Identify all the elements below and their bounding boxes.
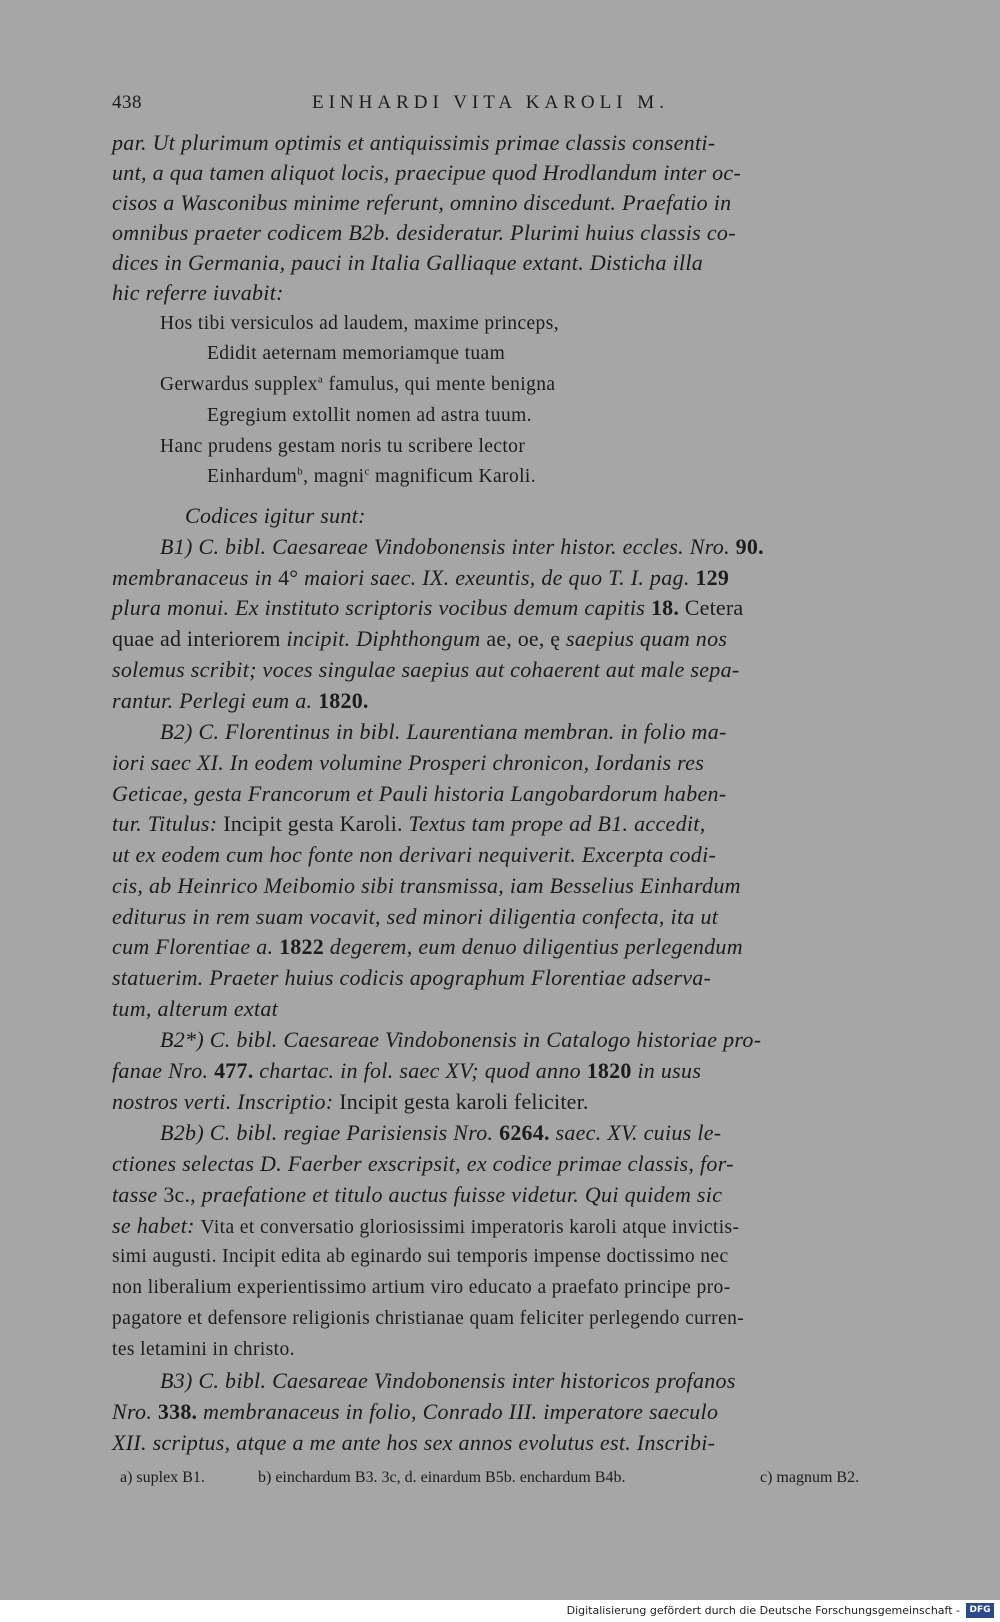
text-line-21: cum Florentiae a. 1822 degerem, eum denuo diligentius perlegendum — [112, 934, 743, 959]
text-line-17: tur. Titulus: Incipit gesta Karoli. Textus tam prope ad B1. accedit, — [112, 811, 706, 836]
digitization-credit-bar — [0, 1600, 1000, 1622]
text-line-28: ctiones selectas D. Faerber exscripsit, ex codice primae classis, for- — [112, 1151, 734, 1176]
text-line-10: plura monui. Ex instituto scriptoris vocibus demum capitis 18. Cetera — [112, 595, 744, 620]
text-line-29: tasse 3c., praefatione et titulo auctus fuisse videtur. Qui quidem sic — [112, 1182, 723, 1207]
verse-line-6: Einhardum$^b$, magni$^c$ magnificum Karoli. — [207, 465, 537, 487]
footnote-mark-b: b — [297, 465, 304, 478]
text-line-35: B3) C. bibl. Caesareae Vindobonensis inter historicos profanos — [160, 1368, 736, 1393]
text-line-1: par. Ut plurimum optimis et antiquissimis primae classis consenti- — [112, 130, 716, 155]
text-line-20: editurus in rem suam vocavit, sed minori diligentia confecta, ita ut — [112, 904, 719, 929]
footnote-a: a) suplex B1. — [120, 1469, 205, 1486]
text-line-2: unt, a qua tamen aliquot locis, praecipue quod Hrodlandum inter oc- — [112, 160, 742, 185]
footnote-mark-c: c — [364, 465, 370, 478]
text-line-18: ut ex eodem cum hoc fonte non derivari nequiverit. Excerpta codi- — [112, 842, 717, 867]
text-line-3: cisos a Wasconibus minime referunt, omnino discedunt. Praefatio in — [112, 190, 732, 215]
page-number: 438 — [112, 92, 142, 113]
running-title: EINHARDI VITA KAROLI M. — [312, 92, 669, 113]
verse-line-2: Edidit aeternam memoriamque tuam — [207, 343, 506, 364]
text-line-8: B1) C. bibl. Caesareae Vindobonensis inter histor. eccles. Nro. 90. — [160, 534, 764, 559]
text-line-34: tes letamini in christo. — [112, 1339, 295, 1360]
verse-line-5: Hanc prudens gestam noris tu scribere lector — [160, 436, 526, 457]
verse-line-4: Egregium extollit nomen ad astra tuum. — [207, 405, 532, 426]
footnote-c: c) magnum B2. — [760, 1469, 860, 1486]
text-line-7: Codices igitur sunt: — [185, 503, 366, 528]
text-line-4: omnibus praeter codicem B2b. desideratur. Plurimi huius classis co- — [112, 220, 736, 245]
dfg-logo-icon: DFG — [966, 1603, 994, 1618]
text-line-26: nostros verti. Inscriptio: Incipit gesta karoli feliciter. — [112, 1089, 589, 1114]
text-line-36: Nro. 338. membranaceus in folio, Conrado III. imperatore saeculo — [112, 1399, 719, 1424]
text-line-13: rantur. Perlegi eum a. 1820. — [112, 688, 369, 713]
text-line-32: non liberalium experientissimo artium viro educato a praefato principe pro- — [112, 1277, 731, 1298]
footnote-b: b) einchardum B3. 3c, d. einardum B5b. enchardum B4b. — [258, 1469, 626, 1486]
verse-line-3: Gerwardus supplex$^a$ famulus, qui mente benigna — [160, 373, 556, 395]
text-line-25: fanae Nro. 477. chartac. in fol. saec XV; quod anno 1820 in usus — [112, 1058, 702, 1083]
text-line-22: statuerim. Praeter huius codicis apographum Florentiae adserva- — [112, 965, 712, 990]
footnote-mark-a: a — [317, 373, 324, 386]
verse-line-1: Hos tibi versiculos ad laudem, maxime princeps, — [160, 313, 559, 334]
text-line-33: pagatore et defensore religionis christianae quam feliciter perlegendo curren- — [112, 1308, 745, 1329]
text-line-30: se habet: Vita et conversatio gloriosissimi imperatoris karoli atque invictis- — [112, 1213, 740, 1238]
text-line-15: iori saec XI. In eodem volumine Prosperi chronicon, Iordanis res — [112, 750, 705, 775]
text-line-19: cis, ab Heinrico Meibomio sibi transmissa, iam Besselius Einhardum — [112, 873, 741, 898]
text-line-27: B2b) C. bibl. regiae Parisiensis Nro. 6264. saec. XV. cuius le- — [160, 1120, 722, 1145]
text-line-37: XII. scriptus, atque a me ante hos sex annos evolutus est. Inscribi- — [112, 1430, 716, 1455]
text-line-9: membranaceus in 4° maiori saec. IX. exeuntis, de quo T. I. pag. 129 — [112, 565, 730, 590]
text-line-23: tum, alterum extat — [112, 996, 279, 1021]
text-line-31: simi augusti. Incipit edita ab eginardo sui temporis impense doctissimo nec — [112, 1246, 729, 1267]
text-line-6: hic referre iuvabit: — [112, 280, 284, 305]
text-line-16: Geticae, gesta Francorum et Pauli historia Langobardorum haben- — [112, 781, 727, 806]
text-line-11: quae ad interiorem incipit. Diphthongum ae, oe, ę saepius quam nos — [112, 626, 728, 651]
text-line-12: solemus scribit; voces singulae saepius aut cohaerent aut male sepa- — [112, 657, 740, 682]
text-line-5: dices in Germania, pauci in Italia Galliaque extant. Disticha illa — [112, 250, 704, 275]
text-line-14: B2) C. Florentinus in bibl. Laurentiana membran. in folio ma- — [160, 719, 727, 744]
text-line-24: B2*) C. bibl. Caesareae Vindobonensis in Catalogo historiae pro- — [160, 1027, 762, 1052]
credit-text: Digitalisierung gefördert durch die Deutsche Forschungsgemeinschaft - — [566, 1604, 960, 1617]
